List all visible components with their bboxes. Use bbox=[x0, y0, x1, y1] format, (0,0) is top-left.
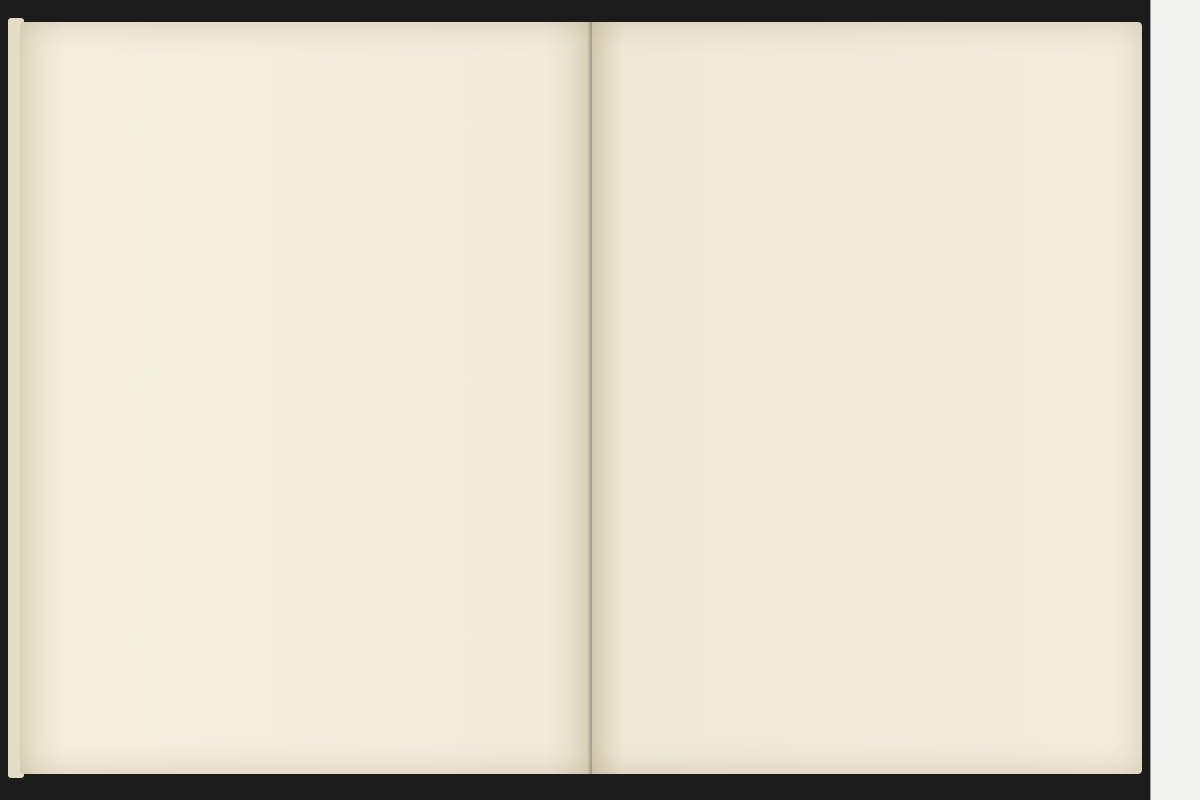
staff-left-5 bbox=[100, 418, 580, 462]
staff-right-6 bbox=[616, 468, 1092, 512]
left-page bbox=[20, 22, 592, 774]
staff-right-8 bbox=[620, 630, 1096, 674]
measuring-ruler bbox=[1150, 0, 1200, 800]
staff-left-7 bbox=[100, 572, 580, 616]
staff-left-4 bbox=[100, 338, 580, 382]
staff-right-1 bbox=[616, 72, 1092, 116]
staff-right-3 bbox=[616, 244, 1092, 288]
staff-left-2 bbox=[100, 168, 580, 212]
staff-left-6 bbox=[100, 496, 580, 540]
staff-right-5 bbox=[616, 388, 1092, 432]
staff-right-7 bbox=[620, 548, 1096, 592]
staff-right-4 bbox=[616, 320, 1092, 364]
staff-left-3 bbox=[100, 260, 580, 304]
staff-right-2 bbox=[616, 162, 1092, 206]
staff-left-8 bbox=[100, 652, 580, 696]
right-page bbox=[592, 22, 1142, 774]
staff-left-1 bbox=[100, 76, 580, 120]
